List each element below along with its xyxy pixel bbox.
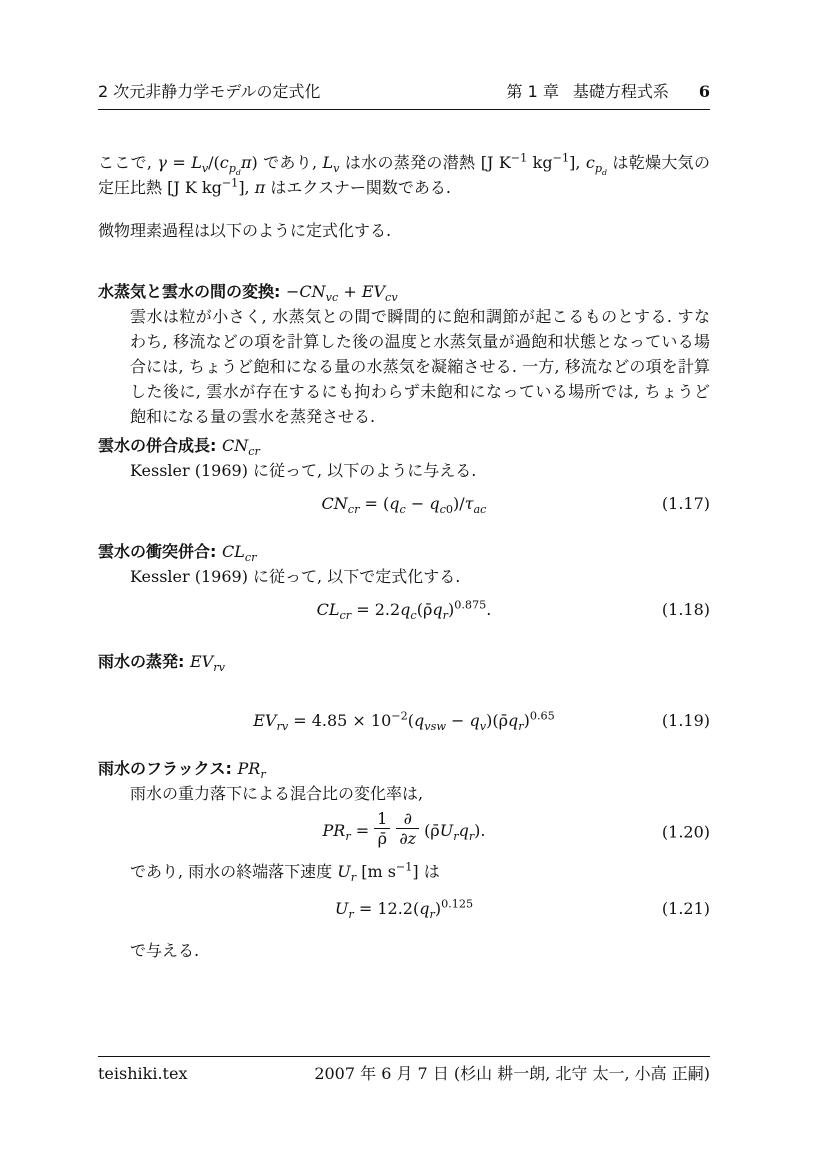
section-heading-math: $CN_{cr}$ (221, 436, 260, 459)
section-heading (98, 279, 710, 304)
section-body: Kessler (1969) に従って, 以下のように与える. (130, 461, 477, 480)
equation-1-19 (98, 708, 710, 734)
fraction-partial-z (396, 809, 419, 848)
section-body: 雨水の重力落下による混合比の変化率は, (130, 784, 424, 803)
section-body: 雲水は粒が小さく, 水蒸気との間で瞬間的に飽和調節が起こるものとする. すなわち, 移流などの項を計算した後の温度と水蒸気量が過飽和状態となっている場合には, ちょうど飽和になる量の水蒸気を凝縮させる. 一方, 移流などの項を計算した後に, 雲水が存在するにも拘わらず未飽和になっている場所では, ちょうど飽和になる量の雲水を蒸発させる. (130, 307, 710, 426)
chapter-number: 第 1 章 (506, 82, 559, 101)
fraction-numerator: 1 (377, 809, 388, 828)
equation-rhs: $(\rhōU_rq_r)$. (424, 821, 486, 844)
section-heading (98, 756, 710, 781)
section-cloud-collection (98, 539, 710, 623)
section-heading-label: 雲水の衝突併合: (98, 542, 217, 561)
section-rain-evaporation (98, 649, 710, 734)
fraction-one-over-rho (374, 809, 390, 848)
running-head-right (506, 80, 710, 104)
section-heading-label: 雲水の併合成長: (98, 436, 217, 455)
equation-formula: $CL_{cr}$ = $2.2q_c(\rhōq_r)^{0.875}$. (316, 598, 492, 623)
section-heading (98, 649, 710, 674)
section-rain-flux (98, 756, 710, 963)
section-vapor-cloud-conversion (98, 279, 710, 429)
microphysics-intro-paragraph: 微物理素過程は以下のように定式化する. (98, 221, 392, 240)
fraction-denominator: ρ̄ (374, 828, 390, 848)
equation-number: (1.21) (661, 899, 710, 918)
equation-formula: $U_r = 12.2(q_r)^{0.125}$ (334, 897, 474, 922)
equation-formula: $EV_{rv} = 4.85 \times 10^{-2}(q_{vsw}$ − $q_v)(\rhōq_r)^{0.65}$ (253, 709, 555, 734)
equation-1-18 (98, 597, 710, 623)
section-body-continued: であり, 雨水の終端落下速度 $U_r$ [m $s^{-1}$] は (130, 860, 440, 885)
running-head-left: 2 次元非静力学モデルの定式化 (98, 82, 321, 101)
page-number: 6 (698, 82, 710, 101)
equation-1-20 (98, 809, 710, 851)
page-footer (98, 1056, 710, 1085)
equation-formula (321, 809, 488, 848)
running-head (98, 0, 710, 110)
section-heading-label: 雨水の蒸発: (98, 652, 185, 671)
equation-number: (1.20) (661, 822, 710, 841)
section-heading-math: $-CN_{vc} + EV_{cv}$ (285, 282, 398, 305)
fraction-numerator: ∂ (403, 809, 412, 828)
equation-lhs: $PR_r$ = (322, 821, 370, 844)
section-heading-math: $CL_{cr}$ (221, 542, 257, 565)
footer-filename: teishiki.tex (98, 1064, 188, 1083)
chapter-title: 基礎方程式系 (572, 82, 669, 101)
text-column (98, 0, 710, 963)
section-body-closing: で与える. (130, 941, 200, 960)
equation-formula: $CN_{cr} = (q_c - q_{c0})/\tau_{ac}$ (321, 494, 487, 517)
equation-number: (1.19) (661, 711, 710, 730)
section-cloud-autoconversion (98, 433, 710, 517)
equation-1-21 (98, 896, 710, 922)
equation-number: (1.18) (661, 600, 710, 619)
section-heading-label: 雨水のフラックス: (98, 759, 232, 778)
footer-date-authors: 2007 年 6 月 7 日 (杉山 耕一朗, 北守 太一, 小高 正嗣) (314, 1064, 710, 1083)
section-body: Kessler (1969) に従って, 以下で定式化する. (130, 567, 461, 586)
equation-number: (1.17) (661, 494, 710, 513)
section-heading-label: 水蒸気と雲水の間の変換: (98, 282, 281, 301)
section-heading-math: $PR_r$ (237, 759, 266, 782)
section-heading (98, 539, 710, 564)
fraction-denominator: ∂z (396, 828, 419, 848)
section-heading-math: $EV_{rv}$ (189, 652, 225, 675)
equation-1-17 (98, 491, 710, 517)
section-heading (98, 433, 710, 458)
intro-paragraph: ここで, $\gamma = L_v/(c_{p_d}\pi)$ であり, $L_v$ は水の蒸発の潜熱 [J $K^{-1}$ $kg^{-1}$], $c_{p_d}$ は乾燥大気の定圧比熱 [J K $kg^{-1}$], π はエクスナー関数である. (98, 151, 710, 197)
